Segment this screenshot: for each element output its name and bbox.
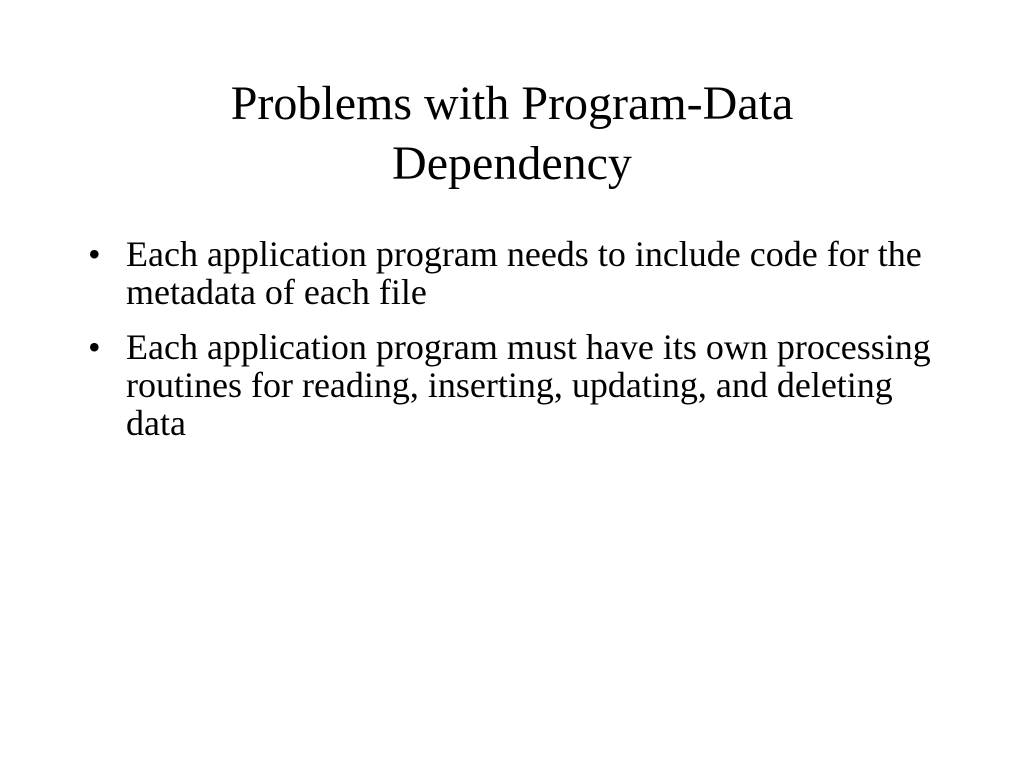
slide-title-line-1: Problems with Program-Data	[230, 77, 794, 130]
bullet-list	[88, 235, 938, 459]
slide-title-line-2: Dependency	[392, 137, 632, 190]
bullet-icon: •	[88, 234, 101, 274]
slide-title	[60, 74, 964, 194]
bullet-item-2	[88, 328, 938, 442]
bullet-icon: •	[88, 327, 101, 367]
bullet-item-1	[88, 235, 938, 311]
bullet-text-1: Each application program needs to include code for the metadata of each file	[126, 234, 922, 312]
bullet-text-2: Each application program must have its own processing routines for reading, inserting, updating, and deleting data	[126, 327, 931, 443]
